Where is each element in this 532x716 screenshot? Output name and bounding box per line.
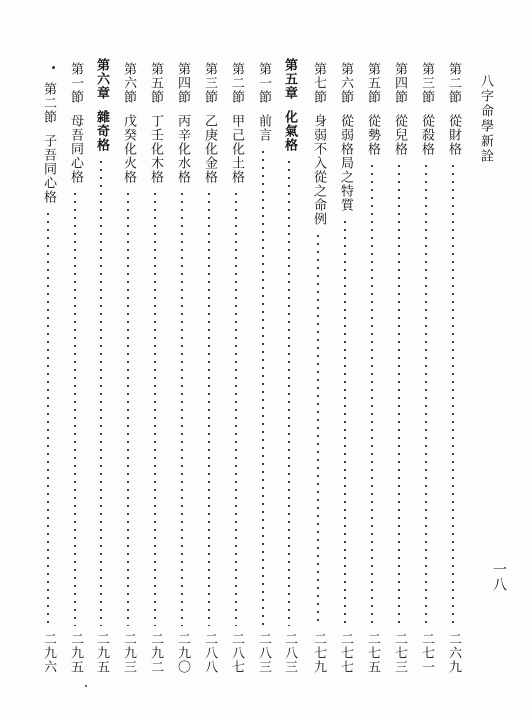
toc-entry [169,62,195,674]
dot-leader [344,218,346,626]
dot-leader [47,210,49,626]
toc-entry [440,62,466,674]
toc-entry-title: 從弱格局之特質 [338,114,353,212]
dot-leader [127,190,129,626]
toc-entry-page: 二七五 [365,632,380,674]
toc-entry-page: 二八三 [256,632,271,674]
dot-leader [371,162,373,626]
toc-chapter-title: 化氣格 [282,110,297,152]
toc-entry-label: 第三節 [202,62,217,104]
toc-chapter-title: 雜奇格 [94,110,109,152]
dot-leader [181,190,183,626]
toc-entry-page: 二九六 [41,632,56,674]
toc-entry-label: 第四節 [392,62,407,104]
toc-entry [35,82,61,674]
print-speck [85,685,87,687]
toc-entry-label: 第五節 [365,62,380,104]
toc-chapter-entry [276,58,302,674]
toc-chapter-label: 第六章 [94,58,109,100]
toc-entry-page: 二九二 [148,632,163,674]
toc-entry-label: 第六節 [338,62,353,104]
toc-entry-title: 從殺格 [419,114,434,156]
dot-leader [288,158,290,626]
toc-entry-title: 從兒格 [392,114,407,156]
dot-leader [262,148,264,626]
toc-entry-label: 第六節 [121,62,136,104]
toc-entry [386,62,412,674]
dot-leader [398,162,400,626]
dot-leader [235,190,237,626]
toc-entry [223,62,249,674]
toc-entry-page: 二九五 [94,632,109,674]
toc-entry [359,62,385,674]
toc-entry-label: 第七節 [311,62,326,104]
dot-leader [317,232,319,626]
dot-leader [74,190,76,626]
toc-entry [142,62,168,674]
toc-entry-label: 第二節 [41,82,56,124]
dot-leader [452,162,454,626]
toc-entry-page: 二八三 [282,632,297,674]
print-speck [52,66,55,69]
toc-entry [62,62,88,674]
toc-entry-title: 母吾同心格 [68,114,83,184]
toc-entry-label: 第一節 [68,62,83,104]
toc-entry-label: 第一節 [256,62,271,104]
toc-entry-page: 二六九 [446,632,461,674]
toc-entry-label: 第二節 [446,62,461,104]
toc-entry [332,62,358,674]
toc-entry-page: 二九五 [68,632,83,674]
toc-entry [250,62,276,674]
dot-leader [154,190,156,626]
dot-leader [425,162,427,626]
dot-leader [100,158,102,626]
toc-entry-label: 第四節 [175,62,190,104]
toc-entry-title: 從財格 [446,114,461,156]
toc-chapter-label: 第五章 [282,58,297,100]
toc-entry [305,62,331,674]
toc-entry-title: 甲己化土格 [229,114,244,184]
toc-entry-page: 二九三 [121,632,136,674]
toc-entry-page: 二七七 [338,632,353,674]
toc-entry-title: 前言 [256,114,271,142]
toc-entry [413,62,439,674]
dot-leader [208,190,210,626]
toc-entry-page: 二七一 [419,632,434,674]
toc-entry-label: 第二節 [229,62,244,104]
toc-entry-page: 二八七 [229,632,244,674]
toc-entry-title: 身弱不入從之命例 [311,114,326,226]
toc-entry-page: 二九〇 [175,632,190,674]
toc-entry-title: 丙辛化水格 [175,114,190,184]
toc-entry-page: 二八八 [202,632,217,674]
toc-entry-title: 戊癸化火格 [121,114,136,184]
toc-entry-page: 二七九 [311,632,326,674]
toc-entry-title: 從勢格 [365,114,380,156]
toc-entry-title: 丁壬化木格 [148,114,163,184]
toc-entry [196,62,222,674]
page-number: 一八 [491,562,507,592]
toc-entry-title: 乙庚化金格 [202,114,217,184]
toc-entry-page: 二七三 [392,632,407,674]
toc-chapter-entry [88,58,114,674]
toc-entry-label: 第三節 [419,62,434,104]
toc-entry-title: 子吾同心格 [41,134,56,204]
running-head: 八字命學新詮 [478,74,493,164]
toc-entry [115,62,141,674]
toc-entry-label: 第五節 [148,62,163,104]
